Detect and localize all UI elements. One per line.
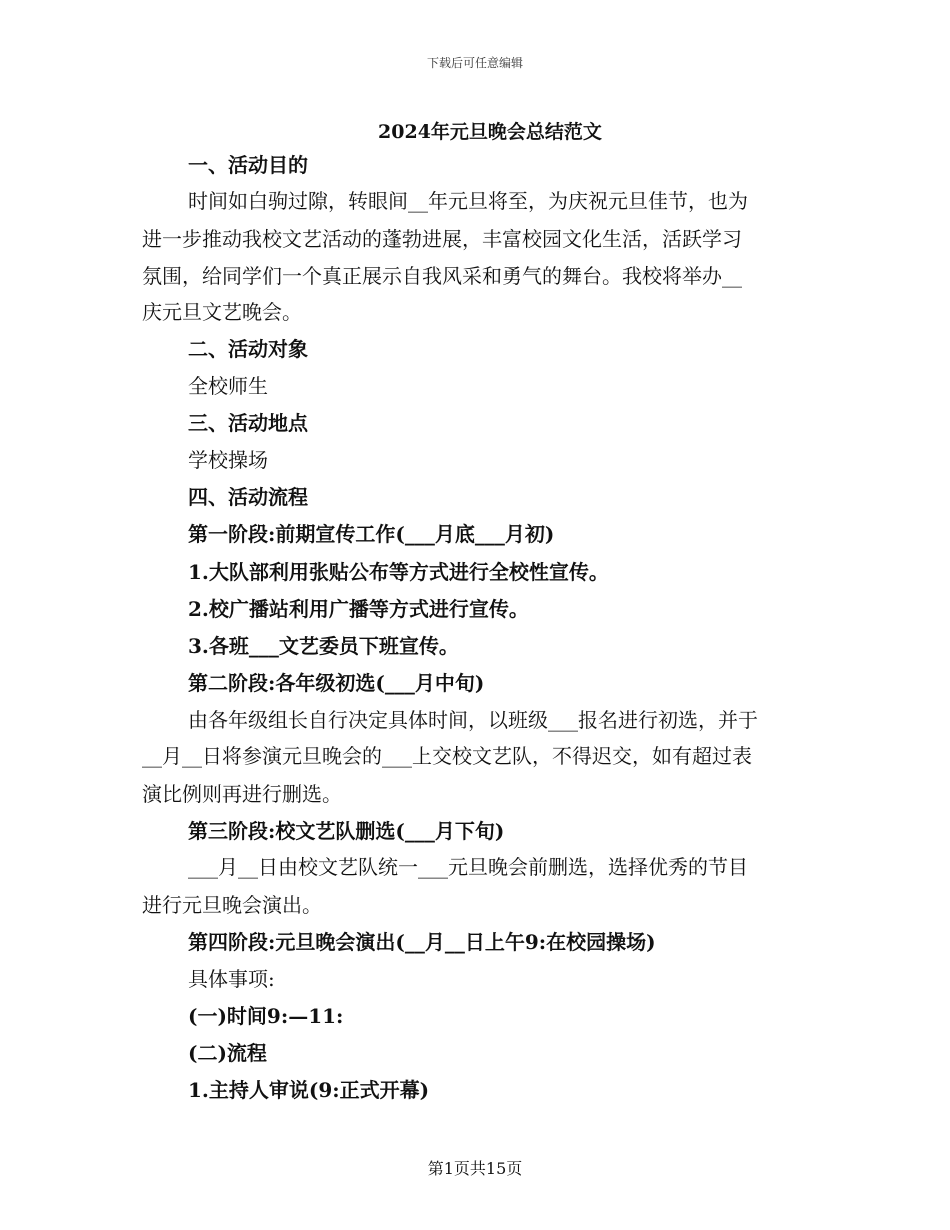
stage-3-paragraph-line-1: ___月__日由校文艺队统一___元旦晚会前删选，选择优秀的节目 <box>188 855 748 879</box>
audience-text: 全校师生 <box>188 374 268 398</box>
purpose-paragraph-line-1: 时间如白驹过隙，转眼间__年元旦将至，为庆祝元旦佳节，也为 <box>188 189 748 213</box>
stage-2-paragraph-line-3: 演比例则再进行删选。 <box>142 782 342 806</box>
stage-1-item-1: 1.大队部利用张贴公布等方式进行全校性宣传。 <box>188 560 609 584</box>
purpose-paragraph-line-3: 氛围，给同学们一个真正展示自我风采和勇气的舞台。我校将举办__ <box>142 264 742 288</box>
stage-2-paragraph-line-2: __月__日将参演元旦晚会的___上交校文艺队，不得迟交，如有超过表 <box>142 744 752 768</box>
purpose-paragraph-line-4: 庆元旦文艺晚会。 <box>142 300 302 324</box>
section-heading-location: 三、活动地点 <box>188 411 308 435</box>
page-number-footer: 第1页共15页 <box>427 1159 523 1178</box>
time-item: (一)时间9:—11: <box>188 1004 344 1028</box>
page-header-note: 下载后可任意编辑 <box>426 56 523 70</box>
stage-2-heading: 第二阶段:各年级初选(___月中旬) <box>188 671 485 695</box>
document-title: 2024年元旦晚会总结范文 <box>378 121 602 143</box>
stage-3-paragraph-line-2: 进行元旦晚会演出。 <box>142 893 322 917</box>
section-heading-audience: 二、活动对象 <box>188 337 308 361</box>
stage-2-paragraph-line-1: 由各年级组长自行决定具体时间，以班级___报名进行初选，并于 <box>188 708 758 732</box>
stage-1-heading: 第一阶段:前期宣传工作(___月底___月初) <box>188 522 555 546</box>
purpose-paragraph-line-2: 进一步推动我校文艺活动的蓬勃进展，丰富校园文化生活，活跃学习 <box>142 227 742 251</box>
stage-4-heading: 第四阶段:元旦晚会演出(__月__日上午9:在校园操场) <box>188 930 656 954</box>
details-label: 具体事项: <box>188 967 275 991</box>
section-heading-purpose: 一、活动目的 <box>188 153 308 177</box>
stage-3-heading: 第三阶段:校文艺队删选(___月下旬) <box>188 819 505 843</box>
section-heading-process: 四、活动流程 <box>188 485 308 509</box>
process-step-1: 1.主持人审说(9:正式开幕) <box>188 1078 430 1102</box>
process-item: (二)流程 <box>188 1041 267 1065</box>
location-text: 学校操场 <box>188 448 268 472</box>
stage-1-item-3: 3.各班___文艺委员下班宣传。 <box>188 634 459 658</box>
stage-1-item-2: 2.校广播站利用广播等方式进行宣传。 <box>188 597 529 621</box>
